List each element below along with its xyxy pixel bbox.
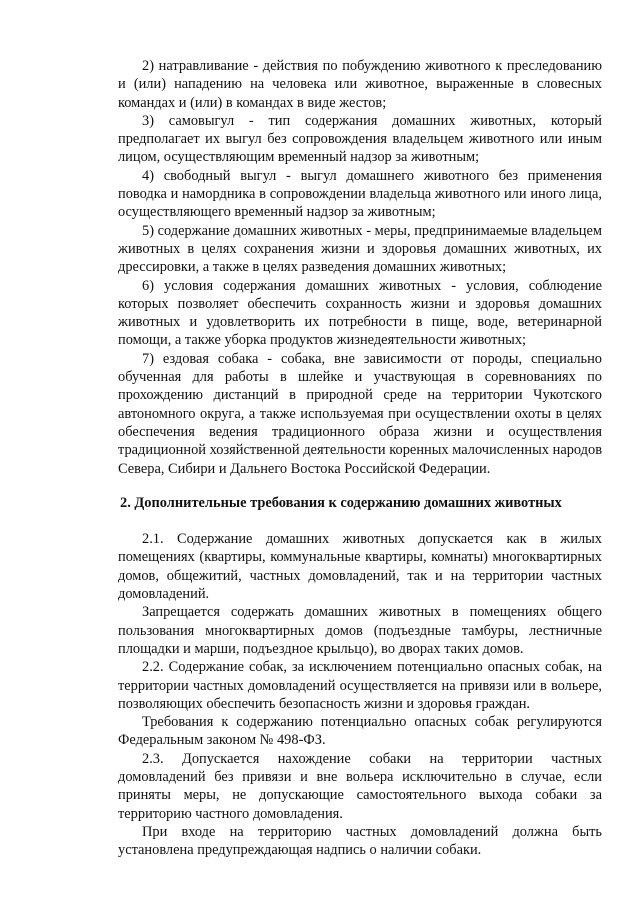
definition-item-2: 2) натравливание - действия по побуждению животного к преследованию и (или) нападению на человека или животное, выраженные в словесных командах и (или) в командах в виде жестов; <box>118 58 602 111</box>
clause-2-2-dangerous-dogs: Требования к содержанию потенциально опасных собак регулируются Федеральным законом № 498-ФЗ. <box>118 714 602 749</box>
definition-item-5: 5) содержание домашних животных - меры, предпринимаемые владельцем животных в целях сохранения жизни и здоровья домашних животных, их дрессировки, а также в целях разведения домашних животных; <box>118 222 602 276</box>
document-page <box>118 57 602 859</box>
clause-2-1-prohibition: Запрещается содержать домашних животных в помещениях общего пользования многоквартирных домов (подъездные тамбуры, лестничные площадки и марши, подъездное крыльцо), во дворах таких домов. <box>118 604 602 657</box>
definition-item-6: 6) условия содержания домашних животных - условия, соблюдение которых позволяет обеспечить сохранность жизни и здоровья домашних животных и удовлетворить их потребности в пище, воде, ветеринарной помощи, а также уборка продуктов жизнедеятельности животных; <box>118 277 602 349</box>
definition-item-3: 3) самовыгул - тип содержания домашних животных, который предполагает их выгул без сопровождения владельцем животного или иным лицом, осуществляющим временный надзор за животным; <box>118 112 602 166</box>
definition-item-4: 4) свободный выгул - выгул домашнего животного без применения поводка и намордника в сопровождении владельца животного или иного лица, осуществляющего временный надзор за животным; <box>118 167 602 221</box>
clause-2-3: 2.3. Допускается нахождение собаки на территории частных домовладений без привязи и вне вольера исключительно в случае, если приняты меры, не допускающие самостоятельного выхода собаки за территорию частного домовладения. <box>118 750 602 822</box>
definition-item-7: 7) ездовая собака - собака, вне зависимости от породы, специально обученная для работы в шлейке и участвующая в соревнованиях по прохождению дистанций в природной среде на территории Чукотского автономного округа, а также используемая при осуществлении охоты в целях обеспечения ведения традиционного образа жизни и осуществления традиционной хозяйственной деятельности коренных малочисленных народов Севера, Сибири и Дальнего Востока Российской Федерации. <box>118 350 602 477</box>
clause-2-3-warning-sign: При входе на территорию частных домовладений должна быть установлена предупреждающая надпись о наличии собаки. <box>118 823 602 859</box>
section-2-heading: 2. Дополнительные требования к содержанию домашних животных <box>120 494 562 511</box>
clause-2-2: 2.2. Содержание собак, за исключением потенциально опасных собак, на территории частных домовладений осуществляется на привязи или в вольере, позволяющих обеспечить безопасность жизни и здоровья граждан. <box>118 659 602 712</box>
clause-2-1: 2.1. Содержание домашних животных допускается как в жилых помещениях (квартиры, коммунальные квартиры, комнаты) многоквартирных домов, общежитий, частных домовладений, так и на территории частных домовладений. <box>118 531 602 603</box>
